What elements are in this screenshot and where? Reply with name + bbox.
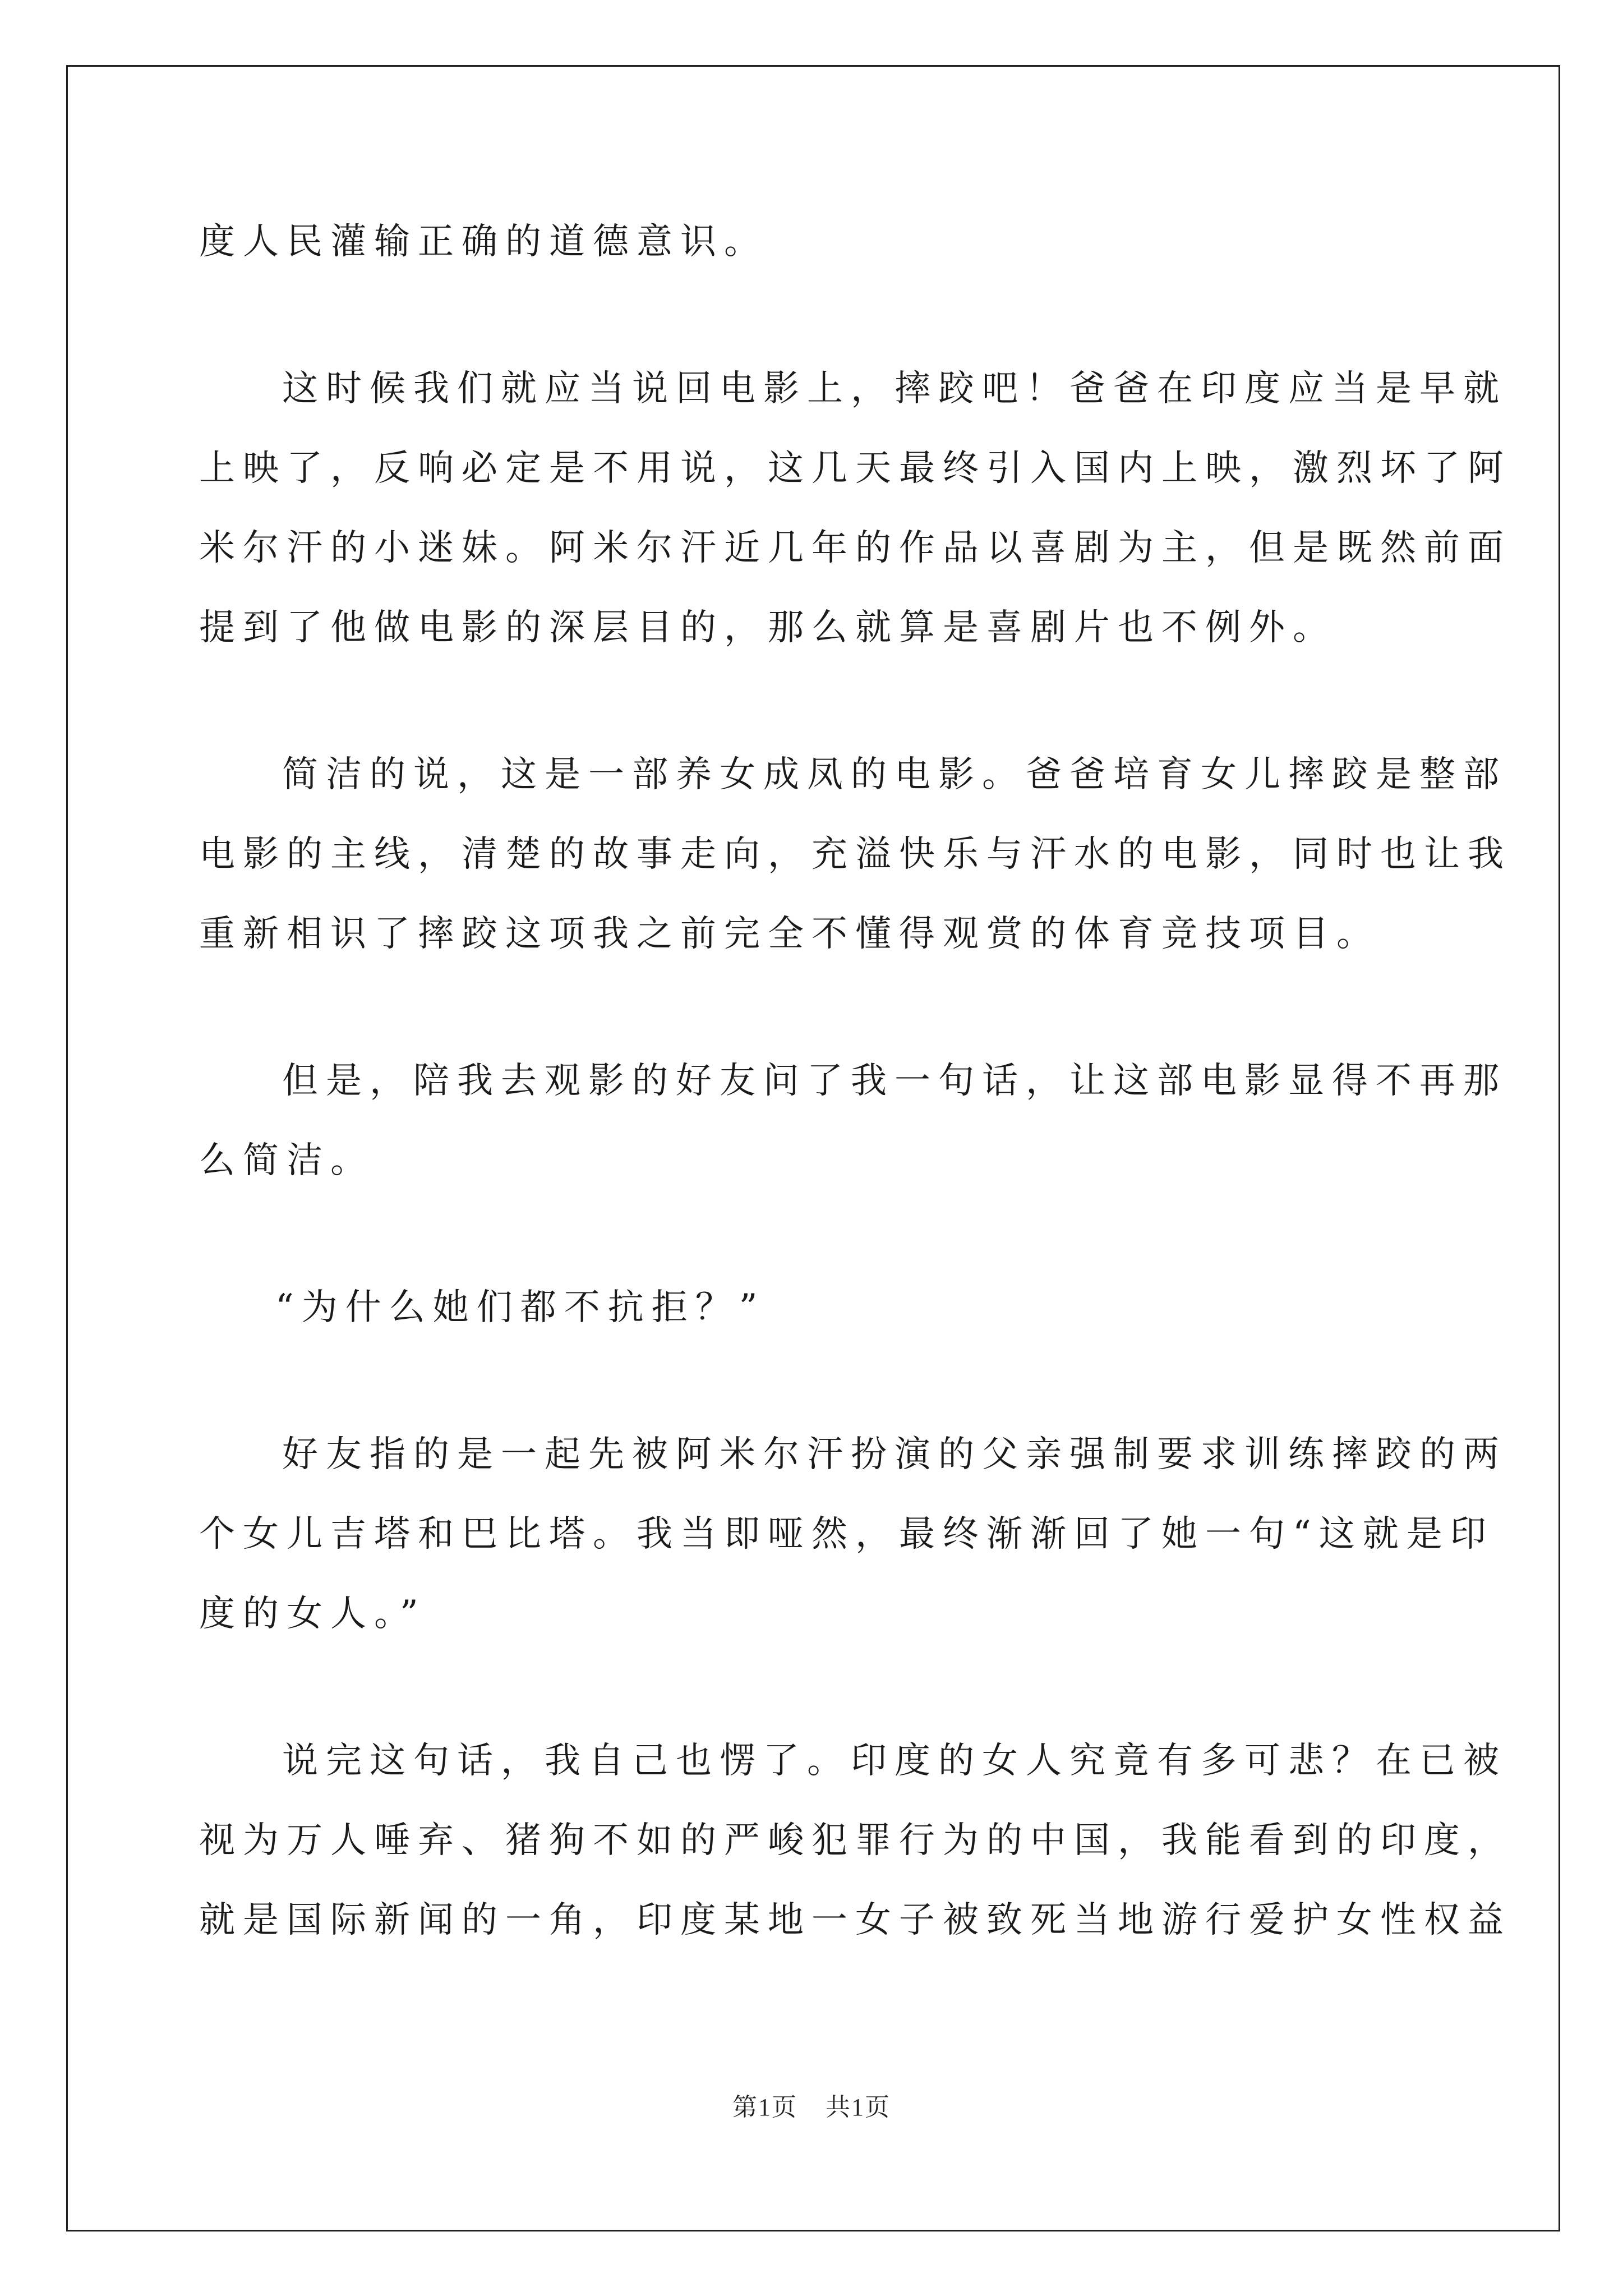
text-line: 就是国际新闻的一角，印度某地一女子被致死当地游行爱护女性权益 [199, 1899, 1511, 1941]
text-line: 重新相识了摔跤这项我之前完全不懂得观赏的体育竞技项目。 [199, 913, 1380, 955]
text-line: 度人民灌输正确的道德意识。 [199, 221, 768, 263]
text-line: 个女儿吉塔和巴比塔。我当即哑然，最终渐渐回了她一句“这就是印 [199, 1513, 1494, 1555]
page-number: 第1页 [732, 2093, 797, 2121]
paragraph-start-line: 说完这句话，我自己也愣了。印度的女人究竟有多可悲？在已被 [282, 1740, 1507, 1782]
paragraph-start-line: 这时候我们就应当说回电影上，摔跤吧！爸爸在印度应当是早就 [282, 368, 1507, 409]
text-line: 米尔汗的小迷妹。阿米尔汗近几年的作品以喜剧为主，但是既然前面 [199, 527, 1511, 569]
paragraph-start-line: 好友指的是一起先被阿米尔汗扮演的父亲强制要求训练摔跤的两 [282, 1434, 1507, 1475]
document-body [199, 202, 1511, 1960]
page-footer [0, 2087, 1623, 2123]
text-line: 度的女人。” [199, 1593, 426, 1635]
text-line: 提到了他做电影的深层目的，那么就算是喜剧片也不例外。 [199, 607, 1336, 648]
paragraph-start-line: 但是，陪我去观影的好友问了我一句话，让这部电影显得不再那 [282, 1060, 1507, 1102]
paragraph-start-line: 简洁的说，这是一部养女成凤的电影。爸爸培育女儿摔跤是整部 [282, 754, 1507, 795]
text-line: 上映了，反响必定是不用说，这几天最终引入国内上映，激烈坏了阿 [199, 448, 1511, 489]
text-line: 么简洁。 [199, 1140, 374, 1181]
text-line: 视为万人唾弃、猪狗不如的严峻犯罪行为的中国，我能看到的印度， [199, 1820, 1511, 1861]
text-line: 电影的主线，清楚的故事走向，充溢快乐与汗水的电影，同时也让我 [199, 834, 1511, 875]
quoted-question: “为什么她们都不抗拒？” [275, 1287, 766, 1328]
page-total: 共1页 [826, 2093, 891, 2121]
